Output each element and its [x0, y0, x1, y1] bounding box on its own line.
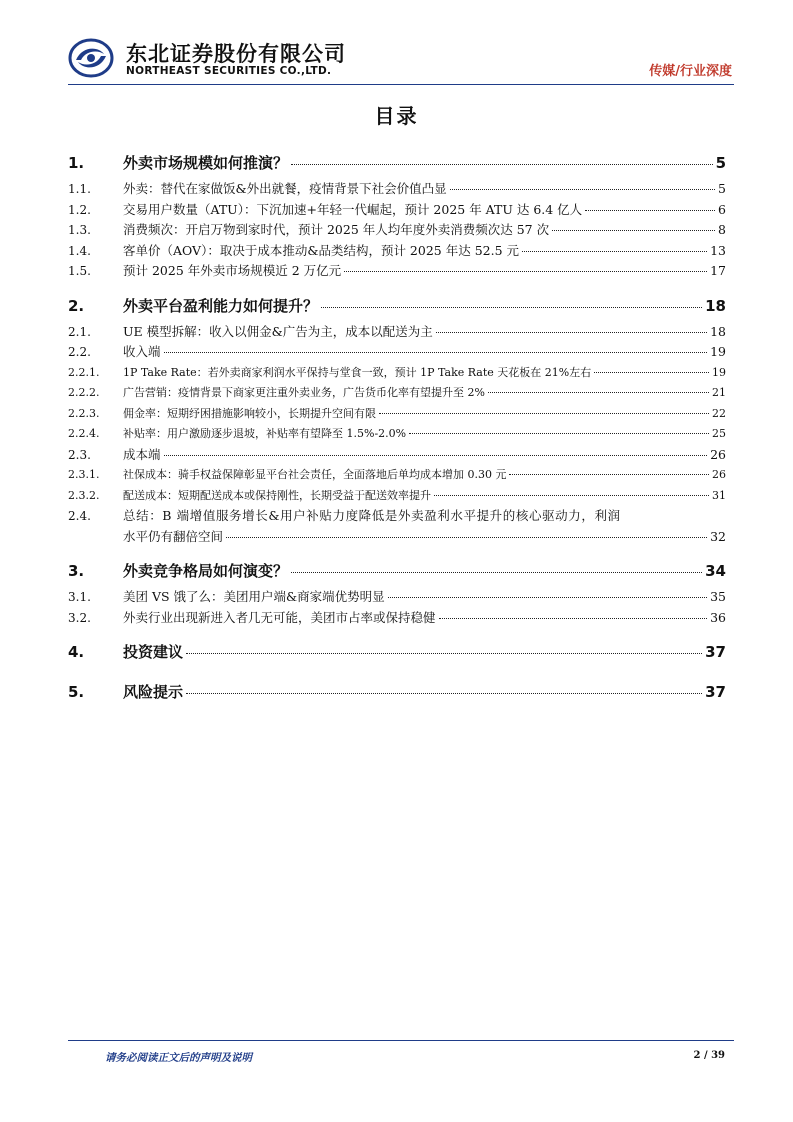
toc-entry[interactable]: [68, 506, 726, 547]
toc-entry-page: 37: [705, 643, 726, 661]
toc-entry-number: 2.2.: [68, 345, 91, 359]
toc-entry-page: 6: [718, 201, 726, 217]
toc-entry-page: 18: [705, 296, 726, 315]
toc-entry-text: 广告营销：疫情背景下商家更注重外卖业务，广告货币化率有望提升至 2%: [123, 386, 485, 399]
toc-entry-page: 19: [712, 365, 726, 379]
toc-entry-text: 交易用户数量（ATU）：下沉加速+年轻一代崛起，预计 2025 年 ATU 达 6.4 亿人: [123, 201, 583, 217]
toc-entry-page: 31: [712, 488, 726, 502]
toc-dot-leader: [509, 474, 709, 475]
toc-dot-leader: [522, 251, 707, 252]
toc-entry[interactable]: [68, 424, 726, 445]
toc-entry-number: 1.3.: [68, 223, 91, 237]
toc-entry[interactable]: [68, 220, 726, 241]
northeast-securities-logo-icon: [68, 38, 114, 78]
toc-entry-number: 1.2.: [68, 202, 91, 217]
toc-entry-text-continued: 水平仍有翻倍空间: [123, 528, 224, 544]
report-category: 传媒/行业深度: [649, 64, 732, 79]
disclaimer-note: 请务必阅读正文后的声明及说明: [105, 1052, 252, 1064]
toc-entry-page: 8: [718, 222, 726, 237]
toc-entry-number: 2.2.3.: [68, 406, 100, 420]
toc-entry-page: 5: [715, 154, 726, 172]
toc-section[interactable]: [68, 636, 726, 668]
toc-entry-page: 36: [710, 609, 726, 625]
toc-dot-leader: [439, 618, 708, 619]
toc-entry-number: 2.1.: [68, 324, 91, 339]
toc-entry-text: 风险提示: [123, 683, 184, 701]
toc-section[interactable]: [68, 290, 726, 322]
toc-entry-text: 1P Take Rate：若外卖商家利润水平保持与堂食一致，预计 1P Take Rate 天花板在 21%左右: [123, 365, 592, 379]
toc-entry-text: 外卖平台盈利能力如何提升？: [123, 296, 319, 315]
toc-entry-number: 2.4.: [68, 509, 91, 523]
toc-dot-leader: [585, 210, 715, 211]
toc-entry-text: 外卖行业出现新进入者几无可能，美团市占率或保持稳健: [123, 609, 436, 625]
toc-entry[interactable]: [68, 179, 726, 200]
toc-entry-text: 投资建议: [123, 643, 184, 661]
toc-entry-page: 17: [710, 263, 726, 278]
toc-entry-text: 佣金率：短期纾困措施影响较小，长期提升空间有限: [123, 406, 376, 420]
toc-section[interactable]: [68, 555, 726, 587]
table-of-contents: [68, 145, 726, 708]
toc-entry-number: 2.: [68, 296, 85, 315]
toc-gap: [68, 547, 726, 553]
toc-entry-text: 收入端: [123, 344, 161, 359]
header-divider: [68, 84, 734, 85]
toc-entry[interactable]: [68, 322, 726, 343]
toc-gap: [68, 282, 726, 288]
toc-dot-leader: [450, 189, 715, 190]
toc-entry-page: 37: [705, 683, 726, 701]
toc-entry-text: UE 模型拆解：收入以佣金&广告为主，成本以配送为主: [123, 323, 433, 339]
toc-entry-page: 21: [712, 386, 726, 399]
toc-title: 目录: [374, 104, 419, 128]
toc-dot-leader: [291, 572, 702, 573]
toc-entry-page: 26: [710, 446, 726, 462]
toc-dot-leader: [291, 164, 713, 165]
toc-entry-page: 35: [710, 589, 726, 604]
toc-dot-leader: [552, 230, 715, 231]
toc-entry[interactable]: [68, 465, 726, 486]
toc-entry-text: 预计 2025 年外卖市场规模近 2 万亿元: [123, 263, 342, 278]
toc-entry[interactable]: [68, 342, 726, 363]
toc-section[interactable]: [68, 147, 726, 179]
toc-entry-text: 外卖：替代在家做饭&外出就餐，疫情背景下社会价值凸显: [123, 181, 447, 196]
toc-section[interactable]: [68, 676, 726, 708]
toc-dot-leader: [388, 597, 707, 598]
toc-entry[interactable]: [68, 200, 726, 221]
toc-entry-page: 25: [712, 427, 726, 440]
toc-entry-page: 34: [705, 562, 726, 580]
toc-entry-text: 总结：B 端增值服务增长&用户补贴力度降低是外卖盈利水平提升的核心驱动力，利润: [123, 508, 621, 523]
toc-entry-page: 13: [710, 242, 726, 258]
toc-dot-leader: [409, 433, 709, 434]
toc-entry[interactable]: [68, 383, 726, 404]
toc-dot-leader: [164, 455, 708, 456]
toc-entry-text: 配送成本：短期配送成本或保持刚性，长期受益于配送效率提升: [123, 488, 431, 502]
toc-entry[interactable]: [68, 363, 726, 384]
toc-entry-number: 1.5.: [68, 264, 91, 278]
toc-entry-text: 补贴率：用户激励逐步退坡，补贴率有望降至 1.5%-2.0%: [123, 427, 407, 440]
toc-entry-text: 消费频次：开启万物到家时代，预计 2025 年人均年度外卖消费频次达 57 次: [123, 222, 550, 237]
toc-entry-page: 5: [718, 181, 726, 196]
toc-entry-text: 美团 VS 饿了么：美团用户端&商家端优势明显: [123, 589, 385, 604]
company-name-en: NORTHEAST SECURITIES CO.,LTD.: [126, 65, 332, 77]
toc-entry-number: 2.3.2.: [68, 488, 100, 502]
toc-entry-number: 4.: [68, 643, 85, 661]
toc-gap: [68, 668, 726, 674]
toc-dot-leader: [186, 653, 702, 654]
toc-dot-leader: [436, 332, 707, 333]
toc-entry-number: 3.2.: [68, 610, 91, 625]
toc-entry-number: 3.1.: [68, 590, 91, 604]
toc-entry-number: 1.4.: [68, 243, 91, 258]
toc-entry-page: 32: [710, 528, 726, 544]
toc-entry-page: 19: [710, 344, 726, 359]
toc-entry-number: 3.: [68, 562, 85, 580]
toc-entry-number: 2.2.2.: [68, 386, 100, 399]
toc-entry[interactable]: [68, 404, 726, 425]
toc-entry-number: 2.3.1.: [68, 468, 100, 481]
toc-dot-leader: [186, 693, 702, 694]
toc-entry[interactable]: [68, 486, 726, 507]
toc-dot-leader: [434, 495, 709, 496]
toc-entry[interactable]: [68, 608, 726, 629]
toc-entry[interactable]: [68, 261, 726, 282]
footer-divider: [68, 1040, 734, 1041]
toc-dot-leader: [488, 392, 709, 393]
toc-entry[interactable]: [68, 241, 726, 262]
toc-dot-leader: [344, 271, 707, 272]
toc-entry-number: 2.3.: [68, 447, 91, 462]
toc-entry-text: 客单价（AOV）：取决于成本推动&品类结构，预计 2025 年达 52.5 元: [123, 242, 519, 258]
toc-entry-page: 18: [710, 323, 726, 339]
page-header: [68, 32, 734, 82]
toc-entry-number: 2.2.1.: [68, 365, 100, 379]
toc-entry-text: 社保成本：骑手权益保障彰显平台社会责任，全面落地后单均成本增加 0.30 元: [123, 468, 507, 481]
toc-entry-number: 1.: [68, 154, 85, 172]
company-name-cn: 东北证券股份有限公司: [126, 42, 346, 66]
toc-entry[interactable]: [68, 445, 726, 466]
toc-dot-leader: [594, 372, 709, 373]
toc-entry[interactable]: [68, 587, 726, 608]
toc-dot-leader: [226, 537, 707, 538]
page-number: 2 / 39: [693, 1050, 725, 1061]
toc-entry-number: 2.2.4.: [68, 427, 100, 440]
toc-dot-leader: [379, 413, 709, 414]
toc-entry-page: 26: [712, 468, 726, 481]
toc-dot-leader: [321, 307, 702, 308]
toc-dot-leader: [164, 352, 708, 353]
toc-gap: [68, 628, 726, 634]
toc-entry-number: 5.: [68, 683, 85, 701]
toc-entry-page: 22: [712, 406, 726, 420]
toc-entry-text: 成本端: [123, 446, 161, 462]
toc-entry-text: 外卖竞争格局如何演变？: [123, 562, 289, 580]
toc-entry-text: 外卖市场规模如何推演？: [123, 154, 289, 172]
toc-entry-number: 1.1.: [68, 182, 91, 196]
